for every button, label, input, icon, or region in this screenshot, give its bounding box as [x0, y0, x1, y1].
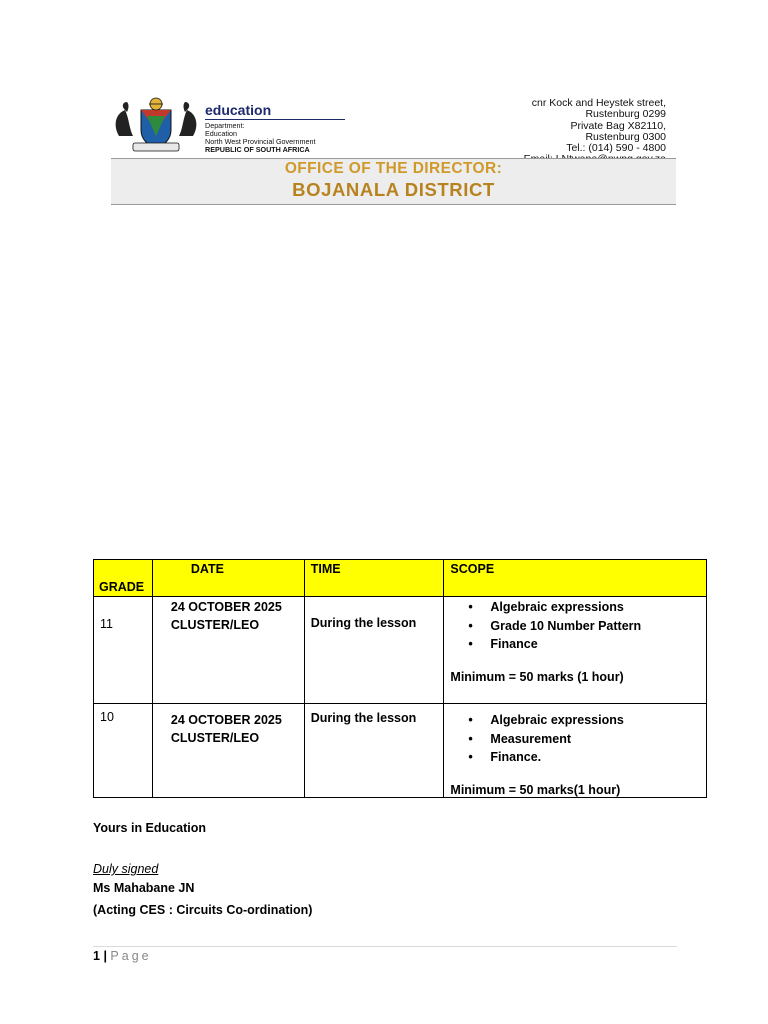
header-date-label: DATE: [190, 562, 224, 576]
page-number: 1: [93, 949, 100, 963]
scope-list: [444, 704, 706, 767]
scope-cell: [444, 597, 707, 704]
address-line: Tel.: (014) 590 - 4800: [566, 142, 666, 155]
header-grade-label: GRADE: [99, 580, 145, 594]
table-row: [94, 597, 707, 704]
scope-cell: [444, 704, 707, 798]
list-item: • Finance: [444, 635, 706, 654]
time-value: During the lesson: [310, 616, 417, 630]
letterhead: [111, 96, 676, 206]
venue-value: CLUSTER/LEO: [170, 618, 260, 632]
address-line: cnr Kock and Heystek street,: [531, 97, 666, 109]
header-scope-label: SCOPE: [450, 562, 495, 576]
department-title: education: [205, 102, 272, 118]
signed-note: Duly signed: [93, 862, 159, 876]
list-item: • Measurement: [444, 730, 706, 749]
page-separator: |: [103, 949, 107, 963]
signatory-title: (Acting CES : Circuits Co-ordination): [93, 903, 313, 917]
address-line: Rustenburg 0300: [585, 130, 666, 143]
salutation: Yours in Education: [93, 821, 206, 835]
date-value: 24 OCTOBER 2025: [170, 600, 282, 614]
department-line: REPUBLIC OF SOUTH AFRICA: [205, 145, 310, 154]
grade-cell: [94, 704, 153, 798]
date-cell: [152, 704, 304, 798]
scope-list: [444, 597, 706, 654]
band-top-rule: [111, 158, 676, 159]
list-item: • Grade 10 Number Pattern: [444, 617, 706, 636]
department-rule: [205, 119, 345, 120]
time-cell: [304, 704, 444, 798]
time-value: During the lesson: [310, 711, 417, 725]
header-scope: [444, 560, 707, 597]
header-grade: [94, 560, 153, 597]
address-line: Private Bag X82110,: [570, 119, 666, 132]
header-time: [304, 560, 444, 597]
minimum-marks: Minimum = 50 marks (1 hour): [450, 669, 624, 684]
page-label: Page: [110, 949, 152, 963]
department-block: [205, 102, 445, 154]
minimum-marks: Minimum = 50 marks(1 hour): [450, 782, 621, 797]
footer-rule: [93, 946, 677, 947]
department-line: North West Provincial Government: [205, 137, 316, 146]
page-footer: [93, 948, 152, 964]
department-line: Education: [205, 129, 237, 138]
header-time-label: TIME: [310, 562, 341, 576]
time-cell: [304, 597, 444, 704]
grade-value: 11: [100, 617, 113, 631]
department-line: Department:: [205, 121, 245, 130]
address-block: [416, 98, 666, 166]
grade-cell: [94, 597, 153, 704]
signatory-name: Ms Mahabane JN: [93, 881, 195, 895]
list-item: • Algebraic expressions: [444, 711, 706, 730]
office-title: OFFICE OF THE DIRECTOR:: [284, 160, 503, 177]
coat-of-arms-logo: [111, 96, 201, 154]
schedule-table: [93, 559, 707, 798]
table-header-row: [94, 560, 707, 597]
band-bottom-rule: [111, 204, 676, 205]
date-value: 24 OCTOBER 2025: [170, 713, 282, 727]
header-date: [152, 560, 304, 597]
date-cell: [152, 597, 304, 704]
list-item: • Finance.: [444, 748, 706, 767]
address-line: Rustenburg 0299: [585, 108, 666, 121]
grade-value: 10: [100, 710, 114, 724]
venue-value: CLUSTER/LEO: [170, 731, 260, 745]
district-title: BOJANALA DISTRICT: [292, 179, 495, 200]
table-row: [94, 704, 707, 798]
list-item: • Algebraic expressions: [444, 598, 706, 617]
